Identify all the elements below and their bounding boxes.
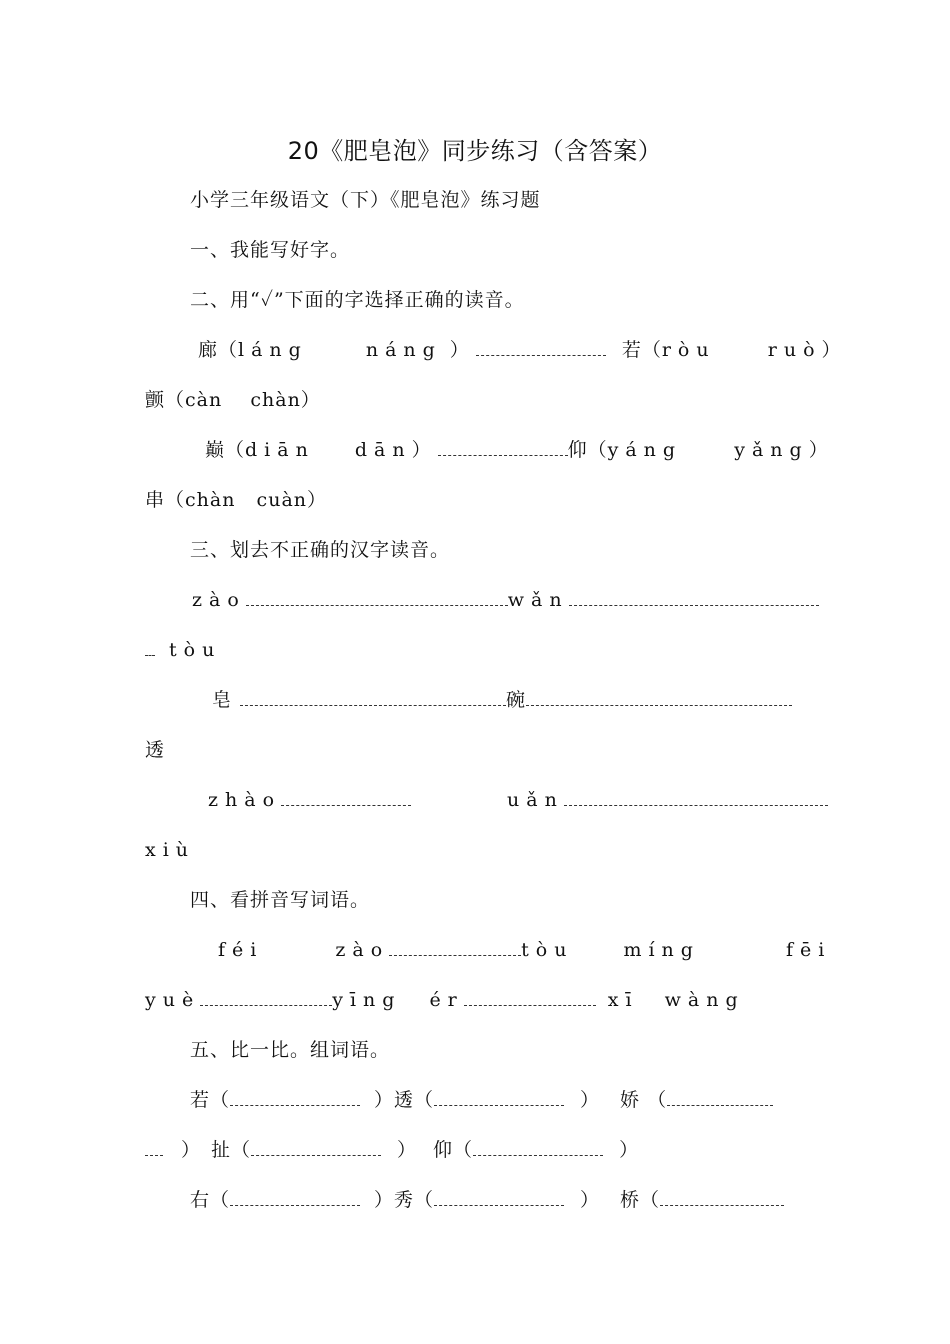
section-1-heading: 一、我能写好字。 xyxy=(190,239,351,261)
section-4-heading: 四、看拼音写词语。 xyxy=(190,889,371,911)
answer-blank[interactable] xyxy=(240,691,506,706)
s2-line-2: 颤（càn chàn） xyxy=(145,389,321,411)
s3-line-4: 透 xyxy=(145,739,166,761)
answer-blank[interactable] xyxy=(526,691,792,706)
answer-blank[interactable] xyxy=(281,791,411,806)
page-title: 20《肥皂泡》同步练习（含答案） xyxy=(287,137,663,165)
answer-blank[interactable] xyxy=(251,1141,381,1156)
answer-blank[interactable] xyxy=(464,991,596,1006)
section-3-heading: 三、划去不正确的汉字读音。 xyxy=(190,539,451,561)
s3-line-3: 皂 碗 xyxy=(212,687,792,713)
s2-line-1: 廊（láng náng ） 若（ròu ruò） xyxy=(198,339,842,361)
answer-blank[interactable] xyxy=(660,1191,784,1206)
answer-blank[interactable] xyxy=(476,341,606,356)
answer-blank[interactable] xyxy=(438,441,568,456)
answer-blank[interactable] xyxy=(434,1191,564,1206)
answer-blank[interactable] xyxy=(230,1091,360,1106)
answer-blank[interactable] xyxy=(145,641,155,656)
s3-line-2: tòu xyxy=(145,637,221,663)
answer-blank[interactable] xyxy=(230,1191,360,1206)
s5-line-1: 若（ ）透（ ） 娇 （ xyxy=(190,1087,773,1113)
subtitle: 小学三年级语文（下）《肥皂泡》练习题 xyxy=(190,189,541,211)
s3-line-1: zào wǎn xyxy=(192,587,819,613)
answer-blank[interactable] xyxy=(667,1091,773,1106)
s5-line-3: 右（ ）秀（ ） 桥（ xyxy=(190,1187,784,1213)
section-2-heading: 二、用“✓”下面的字选择正确的读音。 xyxy=(190,289,525,311)
s2-line-4: 串（chàn cuàn） xyxy=(145,489,328,511)
s5-line-2: ） 扯（ ） 仰（ ） xyxy=(145,1137,639,1163)
answer-blank[interactable] xyxy=(246,591,508,606)
answer-blank[interactable] xyxy=(569,591,819,606)
section-5-heading: 五、比一比。组词语。 xyxy=(190,1039,391,1061)
answer-blank[interactable] xyxy=(200,991,332,1006)
s2-line-3: 巅（diān dān） 仰（yáng yǎng） xyxy=(205,439,829,461)
answer-blank[interactable] xyxy=(389,941,521,956)
s4-line-2: yuè yīng ér xī wàng xyxy=(145,989,745,1011)
s3-line-5: zhào uǎn xyxy=(208,787,828,813)
answer-blank[interactable] xyxy=(434,1091,564,1106)
answer-blank[interactable] xyxy=(145,1141,163,1156)
answer-blank[interactable] xyxy=(564,791,828,806)
answer-blank[interactable] xyxy=(473,1141,603,1156)
s4-line-1: féi zào tòu míng fēi xyxy=(218,939,832,961)
s3-line-6: xiù xyxy=(145,839,196,861)
